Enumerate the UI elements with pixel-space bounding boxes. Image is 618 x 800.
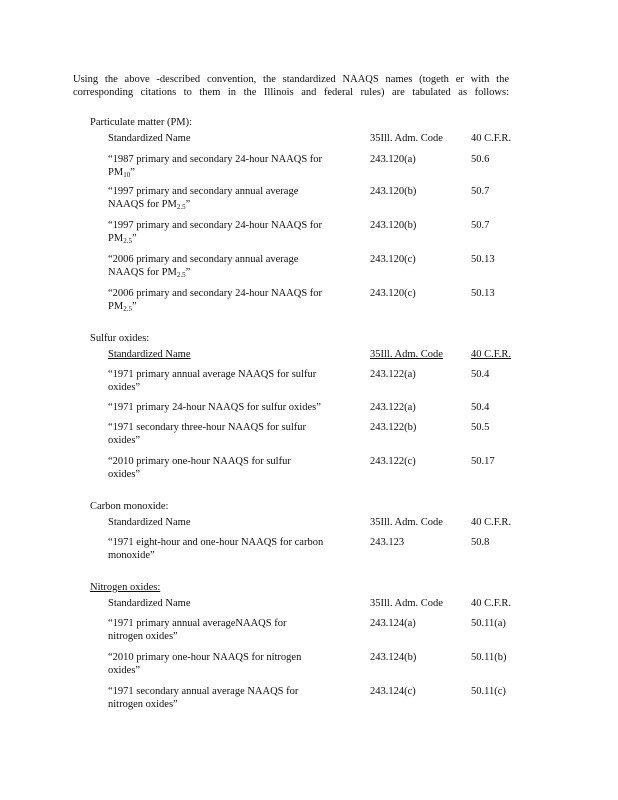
name-line-1: “1971 primary annual average NAAQS for sulfur [108, 369, 317, 380]
cfr-citation: 50.7 [471, 186, 490, 197]
il-citation: 243.122(c) [370, 456, 416, 467]
il-citation: 243.124(b) [370, 652, 417, 663]
cfr-citation: 50.13 [471, 288, 495, 299]
name-line-1: “1971 primary 24-hour NAAQS for sulfur oxides” [108, 402, 321, 413]
section-title-sox: Sulfur oxides: [90, 333, 150, 344]
close-quote: ” [185, 199, 191, 210]
il-citation: 243.124(a) [370, 618, 416, 629]
il-citation: 243.120(b) [370, 220, 417, 231]
name-line-2: nitrogen oxides” [108, 631, 178, 642]
il-citation: 243.122(a) [370, 402, 416, 413]
name-line-1: “1971 secondary annual average NAAQS for [108, 686, 299, 697]
table-row [108, 617, 518, 642]
header-name: Standardized Name [108, 349, 191, 360]
table-header-nox [108, 597, 518, 610]
subscript: 2.5 [123, 237, 132, 245]
header-cfr: 40 C.F.R. [471, 349, 512, 360]
cfr-citation: 50.17 [471, 456, 495, 467]
name-line-2: NAAQS for PM [108, 199, 177, 210]
intro-line-2: corresponding citations to them in the Illinois and federal rules) are tabulated as follows: [73, 87, 509, 98]
subscript: 2.5 [123, 305, 132, 313]
il-citation: 243.122(b) [370, 422, 417, 433]
name-line-1: “2006 primary and secondary 24-hour NAAQS for [108, 288, 323, 299]
close-quote: ” [131, 233, 137, 244]
section-title-co: Carbon monoxide: [90, 501, 169, 512]
il-citation: 243.120(b) [370, 186, 417, 197]
table-row [108, 455, 518, 480]
header-name: Standardized Name [108, 598, 191, 609]
cfr-citation: 50.11(b) [471, 652, 507, 663]
table-row [108, 368, 518, 393]
name-line-2: oxides” [108, 435, 141, 446]
header-cfr: 40 C.F.R. [471, 517, 512, 528]
header-il: 35Ill. Adm. Code [370, 349, 443, 360]
name-line-1: “1971 eight-hour and one-hour NAAQS for carbon [108, 537, 324, 548]
cfr-citation: 50.8 [471, 537, 490, 548]
table-row [108, 219, 518, 245]
header-cfr: 40 C.F.R. [471, 598, 512, 609]
header-name: Standardized Name [108, 133, 191, 144]
table-row [108, 185, 518, 211]
intro-line-1: Using the above -described convention, the standardized NAAQS names (togeth er with the [73, 74, 509, 85]
table-header-sox [108, 348, 518, 361]
subscript: 2.5 [176, 271, 186, 279]
table-row [108, 153, 518, 179]
table-row [108, 401, 518, 414]
header-il: 35Ill. Adm. Code [370, 598, 443, 609]
il-citation: 243.122(a) [370, 369, 416, 380]
name-line-1: “1997 primary and secondary 24-hour NAAQS for [108, 220, 323, 231]
intro-paragraph [73, 73, 509, 99]
table-header-pm [108, 132, 518, 145]
cfr-citation: 50.13 [471, 254, 495, 265]
cfr-citation: 50.5 [471, 422, 490, 433]
close-quote: ” [185, 267, 191, 278]
il-citation: 243.120(c) [370, 288, 416, 299]
name-line-1: “2010 primary one-hour NAAQS for sulfur [108, 456, 291, 467]
table-row [108, 421, 518, 446]
table-row [108, 536, 518, 561]
table-row [108, 651, 518, 676]
il-citation: 243.123 [370, 537, 405, 548]
name-line-1: “2006 primary and secondary annual average [108, 254, 299, 265]
name-line-1: “2010 primary one-hour NAAQS for nitrogen [108, 652, 302, 663]
cfr-citation: 50.11(a) [471, 618, 506, 629]
header-cfr: 40 C.F.R. [471, 133, 512, 144]
il-citation: 243.124(c) [370, 686, 416, 697]
name-line-1: “1987 primary and secondary 24-hour NAAQS for [108, 154, 323, 165]
section-title-nox: Nitrogen oxides: [90, 582, 161, 593]
name-line-2: NAAQS for PM [108, 267, 177, 278]
name-line-2: PM [108, 167, 124, 178]
table-row [108, 287, 518, 313]
name-line-2: nitrogen oxides” [108, 699, 178, 710]
subscript: 2.5 [176, 203, 186, 211]
cfr-citation: 50.11(c) [471, 686, 506, 697]
name-line-1: “1971 primary annual averageNAAQS for [108, 618, 287, 629]
section-title-pm: Particulate matter (PM): [90, 117, 193, 128]
name-line-2: monoxide” [108, 550, 155, 561]
name-line-1: “1971 secondary three-hour NAAQS for sulfur [108, 422, 306, 433]
il-citation: 243.120(c) [370, 254, 416, 265]
close-quote: ” [130, 167, 135, 178]
cfr-citation: 50.4 [471, 402, 490, 413]
table-header-co [108, 516, 518, 529]
name-line-2: PM [108, 233, 124, 244]
table-row [108, 685, 518, 710]
table-row [108, 253, 518, 279]
cfr-citation: 50.7 [471, 220, 490, 231]
name-line-2: oxides” [108, 665, 141, 676]
cfr-citation: 50.4 [471, 369, 490, 380]
header-il: 35Ill. Adm. Code [370, 133, 443, 144]
name-line-2: PM [108, 301, 124, 312]
close-quote: ” [131, 301, 137, 312]
subscript: 10 [123, 171, 131, 179]
name-line-1: “1997 primary and secondary annual average [108, 186, 299, 197]
name-line-2: oxides” [108, 469, 141, 480]
header-il: 35Ill. Adm. Code [370, 517, 443, 528]
name-line-2: oxides” [108, 382, 141, 393]
cfr-citation: 50.6 [471, 154, 490, 165]
header-name: Standardized Name [108, 517, 191, 528]
il-citation: 243.120(a) [370, 154, 416, 165]
